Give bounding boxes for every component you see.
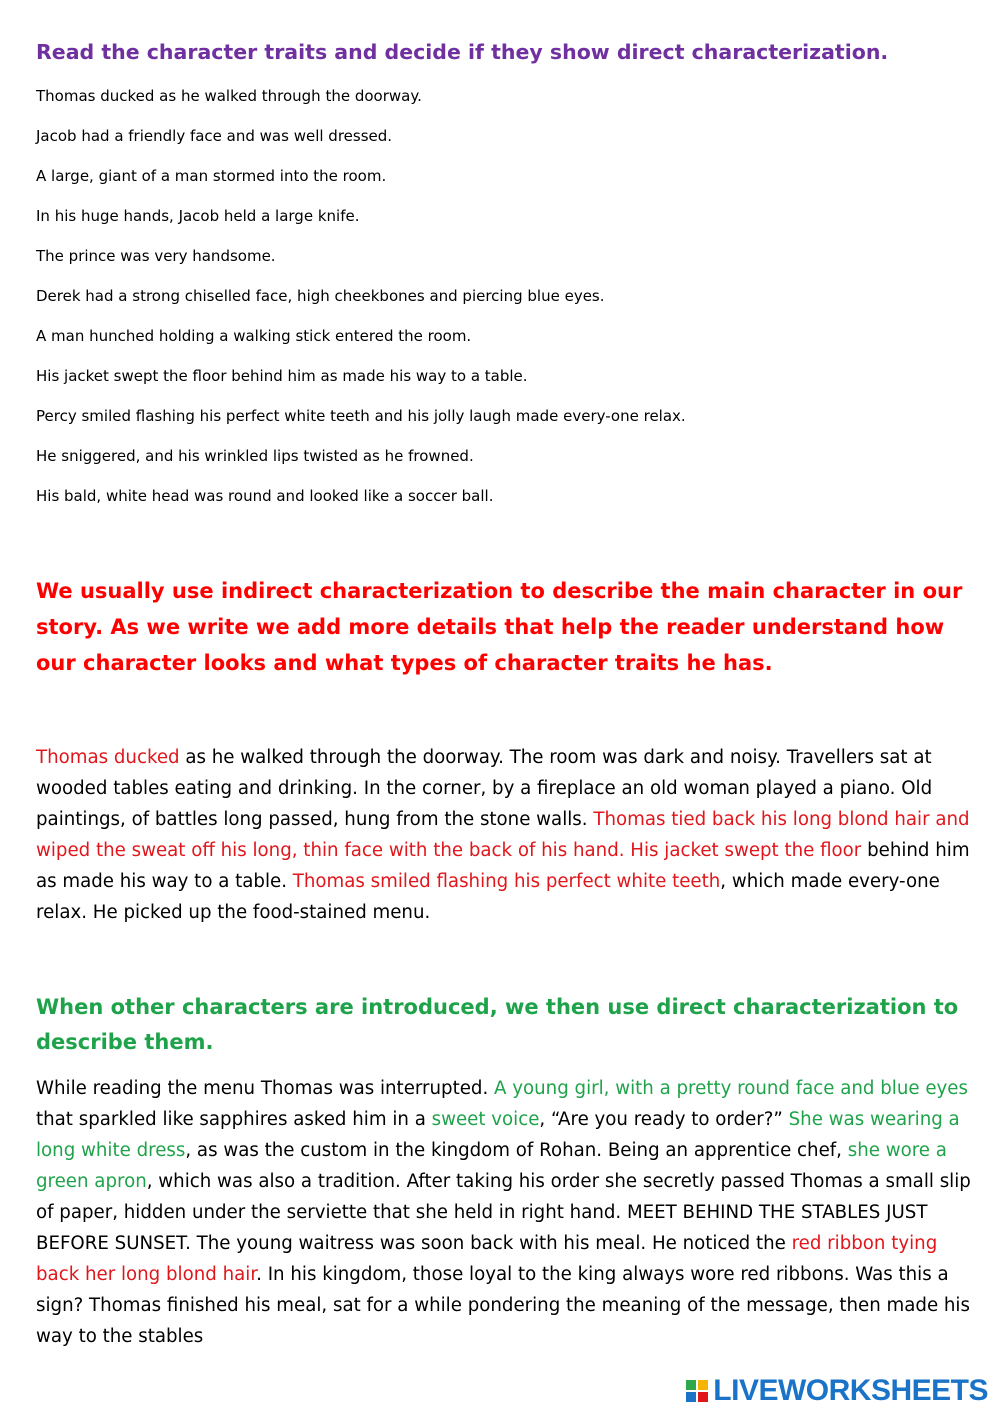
story-text: that sparkled like sapphires asked him in a	[36, 1109, 432, 1130]
trait-item: Jacob had a friendly face and was well dressed.	[36, 127, 393, 145]
trait-item: His jacket swept the floor behind him as made his way to a table.	[36, 367, 528, 385]
story-text: , which was also a tradition. After taking his order she secretly passed Thomas a small slip of paper, hidden under the serviette that she held in right hand. MEET BEHIND THE STABLES JUST BEFORE SUNSET. The young waitress was soon back with his meal. He noticed the	[36, 1171, 971, 1254]
highlight-green: A young girl, with a pretty round face and blue eyes	[494, 1078, 968, 1099]
story-text: While reading the menu Thomas was interrupted.	[36, 1078, 495, 1099]
highlight-green: she wore a green apron	[36, 1140, 947, 1192]
highlight-red: Thomas tied back his long blond hair and wiped the sweat off his long, thin face with the back of his hand. His jacket swept the floor	[36, 809, 970, 861]
story-paragraph-2	[36, 1073, 971, 1352]
highlight-green: sweet voice	[431, 1109, 540, 1130]
indirect-heading: We usually use indirect characterization to describe the main character in our story. As we write we add more details that help the reader understand how our character looks and what types of character traits he has.	[36, 579, 963, 675]
highlight-red: red ribbon tying back her long blond hair	[36, 1233, 938, 1285]
liveworksheets-logo	[685, 1374, 988, 1408]
story-text: behind him as made his way to a table.	[36, 840, 970, 892]
highlight-red: Thomas smiled flashing his perfect white teeth	[292, 871, 721, 892]
trait-item: The prince was very handsome.	[36, 247, 276, 265]
story-text: . In his kingdom, those loyal to the king always wore red ribbons. Was this a sign? Thomas finished his meal, sat for a while pondering the meaning of the message, then made his way to the stables	[36, 1264, 970, 1347]
trait-item: Derek had a strong chiselled face, high cheekbones and piercing blue eyes.	[36, 287, 605, 305]
story-text: as he walked through the doorway. The room was dark and noisy. Travellers sat at wooded tables eating and drinking. In the corner, by a fireplace an old woman played a piano. Old paintings, of battles long passed, hung from the stone walls.	[36, 747, 933, 830]
trait-item: A large, giant of a man stormed into the room.	[36, 167, 387, 185]
story-paragraph-1	[36, 742, 971, 928]
trait-item: His bald, white head was round and looked like a soccer ball.	[36, 487, 494, 505]
highlight-red: Thomas ducked	[36, 747, 180, 768]
story-text: , which made every-one relax. He picked up the food-stained menu.	[36, 871, 940, 923]
story-text: , “Are you ready to order?”	[539, 1109, 789, 1130]
trait-item: He sniggered, and his wrinkled lips twisted as he frowned.	[36, 447, 474, 465]
story-text: , as was the custom in the kingdom of Rohan. Being an apprentice chef,	[185, 1140, 848, 1161]
direct-heading: When other characters are introduced, we then use direct characterization to describe them.	[36, 995, 959, 1054]
traits-list	[36, 86, 976, 526]
highlight-green: She was wearing a long white dress	[36, 1109, 960, 1161]
trait-item: In his huge hands, Jacob held a large knife.	[36, 207, 360, 225]
traits-heading: Read the character traits and decide if they show direct characterization.	[36, 40, 889, 64]
brand-name: LIVEWORKSHEETS	[713, 1374, 988, 1407]
trait-item: Thomas ducked as he walked through the doorway.	[36, 87, 422, 105]
liveworksheets-logo-icon	[685, 1379, 709, 1403]
trait-item: A man hunched holding a walking stick entered the room.	[36, 327, 472, 345]
trait-item: Percy smiled flashing his perfect white teeth and his jolly laugh made every-one relax.	[36, 407, 686, 425]
